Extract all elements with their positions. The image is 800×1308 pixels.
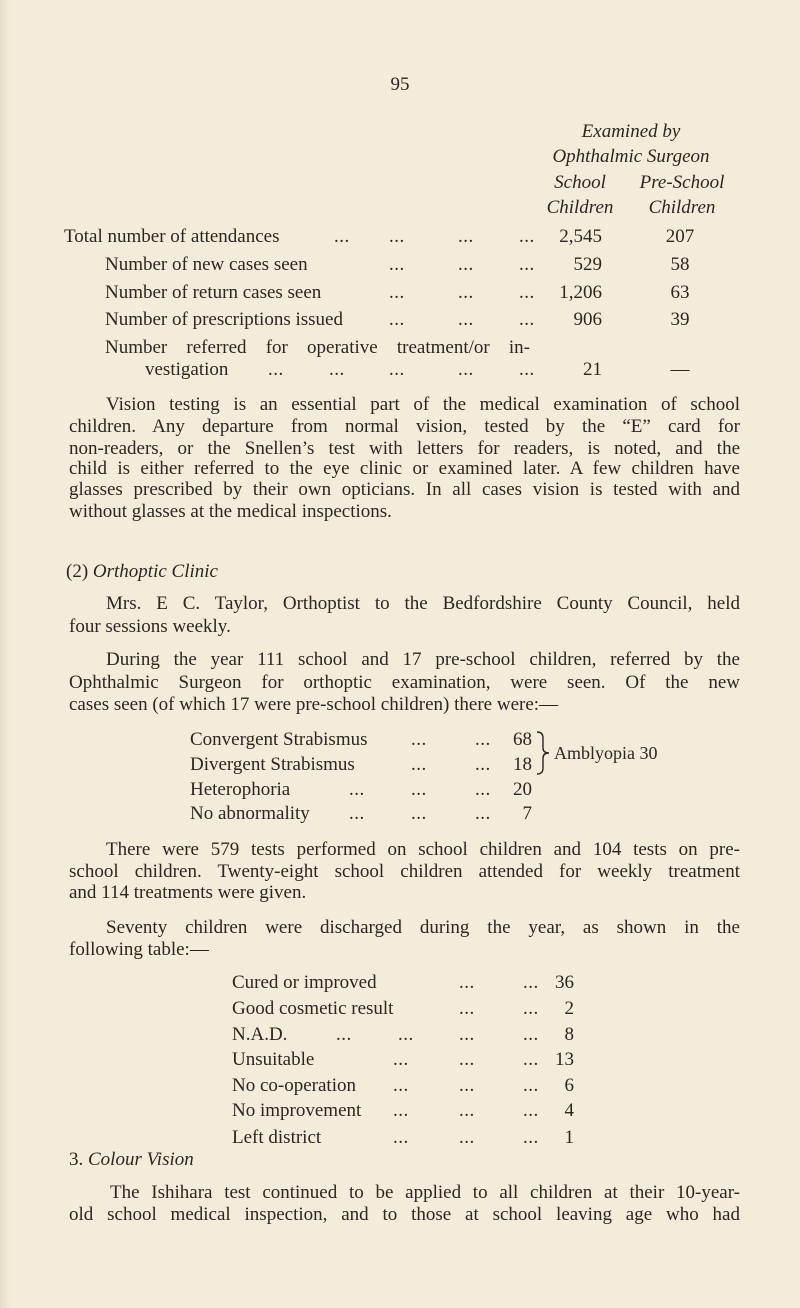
dot-leader: ...	[268, 359, 284, 380]
column-group-heading: Examined by	[581, 121, 681, 142]
row-value: 8	[564, 1024, 574, 1045]
page-edge-shadow	[0, 0, 10, 1308]
dot-leader: ...	[523, 998, 539, 1019]
dot-leader: ...	[411, 803, 427, 824]
text-line: There were 579 tests performed on school children and 104 tests on pre-	[106, 839, 740, 860]
dot-leader: ...	[349, 779, 365, 800]
brace-icon	[535, 730, 553, 776]
case-label: No abnormality	[190, 803, 310, 824]
dot-leader: ...	[389, 254, 405, 275]
column-subgroup-heading: Ophthalmic Surgeon	[552, 146, 710, 167]
dot-leader: ...	[523, 1024, 539, 1045]
school-value: 1,206	[559, 282, 602, 303]
dot-leader: ...	[523, 972, 539, 993]
column-header-school: School	[554, 172, 606, 193]
dot-leader: ...	[398, 1024, 414, 1045]
dot-leader: ...	[393, 1127, 409, 1148]
text-line: following table:—	[69, 939, 209, 960]
section-heading-orthoptic-clinic	[66, 561, 218, 583]
school-value: 906	[573, 309, 602, 330]
school-value: 2,545	[559, 226, 602, 247]
dot-leader: ...	[475, 803, 491, 824]
case-value: 68	[513, 729, 532, 750]
text-line: Mrs. E C. Taylor, Orthoptist to the Bedfordshire County Council, held	[106, 593, 740, 614]
school-value: 529	[573, 254, 602, 275]
preschool-value: 63	[670, 282, 690, 303]
dot-leader: ...	[523, 1127, 539, 1148]
dot-leader: ...	[475, 779, 491, 800]
dot-leader: ...	[411, 754, 427, 775]
dot-leader: ...	[458, 254, 474, 275]
dot-leader: ...	[458, 359, 474, 380]
row-value: 36	[555, 972, 574, 993]
case-label: Heterophoria	[190, 779, 291, 800]
preschool-value: 58	[670, 254, 690, 275]
text-line: During the year 111 school and 17 pre-school children, referred by the	[106, 649, 740, 670]
dot-leader: ...	[393, 1100, 409, 1121]
row-label: N.A.D.	[232, 1024, 288, 1045]
dot-leader: ...	[393, 1075, 409, 1096]
text-line: and 114 treatments were given.	[69, 882, 307, 903]
column-header-preschool: Pre-School	[639, 172, 725, 193]
dot-leader: ...	[459, 1100, 475, 1121]
dot-leader: ...	[336, 1024, 352, 1045]
dot-leader: ...	[411, 779, 427, 800]
row-label: Number of prescriptions issued	[105, 309, 343, 330]
row-label: No improvement	[232, 1100, 362, 1121]
dot-leader: ...	[349, 803, 365, 824]
text-line: old school medical inspection, and to those at school leaving age who had	[69, 1204, 740, 1225]
preschool-value: 39	[670, 309, 690, 330]
row-value: 1	[564, 1127, 574, 1148]
page-number: 95	[390, 74, 410, 95]
text-line: non-readers, or the Snellen’s test with letters for readers, is noted, and the	[69, 438, 740, 459]
row-label: Cured or improved	[232, 972, 377, 993]
text-line: Seventy children were discharged during the year, as shown in the	[106, 917, 740, 938]
dot-leader: ...	[458, 226, 474, 247]
text-line: children. Any departure from normal vision, tested by the “E” card for	[69, 416, 740, 437]
dot-leader: ...	[459, 1075, 475, 1096]
section-title: Orthoptic Clinic	[92, 561, 218, 582]
row-value: 13	[555, 1049, 574, 1070]
section-heading-colour-vision	[69, 1149, 194, 1171]
case-value: 18	[513, 754, 532, 775]
dot-leader: ...	[411, 729, 427, 750]
dot-leader: ...	[459, 972, 475, 993]
row-label: Number referred for operative treatment/or in-	[105, 337, 530, 358]
text-line: school children. Twenty-eight school children attended for weekly treatment	[69, 861, 740, 882]
dot-leader: ...	[458, 282, 474, 303]
dot-leader: ...	[459, 1127, 475, 1148]
case-value: 20	[513, 779, 532, 800]
section-title: Colour Vision	[88, 1149, 194, 1170]
row-label: Unsuitable	[232, 1049, 315, 1070]
dot-leader: ...	[389, 226, 405, 247]
row-label-continued: vestigation	[145, 359, 229, 380]
amblyopia-note: Amblyopia 30	[554, 743, 658, 763]
text-line: Vision testing is an essential part of the medical examination of school	[106, 394, 740, 415]
section-number: 3.	[69, 1149, 84, 1170]
text-line: cases seen (of which 17 were pre-school children) there were:—	[69, 694, 559, 715]
dot-leader: ...	[519, 359, 535, 380]
row-label: No co-operation	[232, 1075, 356, 1096]
dot-leader: ...	[475, 729, 491, 750]
dot-leader: ...	[329, 359, 345, 380]
text-line: glasses prescribed by their own opticians. In all cases vision is tested with and	[69, 479, 740, 500]
dot-leader: ...	[334, 226, 350, 247]
dot-leader: ...	[523, 1100, 539, 1121]
row-label: Total number of attendances	[64, 226, 280, 247]
dot-leader: ...	[475, 754, 491, 775]
dot-leader: ...	[389, 282, 405, 303]
case-value: 7	[522, 803, 532, 824]
dot-leader: ...	[523, 1075, 539, 1096]
text-line: Ophthalmic Surgeon for orthoptic examination, were seen. Of the new	[69, 672, 740, 693]
section-number: (2)	[66, 561, 89, 582]
case-label: Convergent Strabismus	[190, 729, 368, 750]
dot-leader: ...	[519, 282, 535, 303]
row-label: Good cosmetic result	[232, 998, 394, 1019]
dot-leader: ...	[519, 226, 535, 247]
case-label: Divergent Strabismus	[190, 754, 355, 775]
school-value: 21	[583, 359, 602, 380]
dot-leader: ...	[389, 359, 405, 380]
dot-leader: ...	[459, 1024, 475, 1045]
dot-leader: ...	[459, 1049, 475, 1070]
row-value: 2	[564, 998, 574, 1019]
column-header-preschool-line2: Children	[648, 197, 716, 218]
row-label: Left district	[232, 1127, 322, 1148]
dot-leader: ...	[389, 309, 405, 330]
row-label: Number of return cases seen	[105, 282, 322, 303]
dot-leader: ...	[519, 254, 535, 275]
row-value: 4	[564, 1100, 574, 1121]
column-header-school-line2: Children	[546, 197, 614, 218]
preschool-value: 207	[665, 226, 695, 247]
row-value: 6	[564, 1075, 574, 1096]
dot-leader: ...	[519, 309, 535, 330]
text-line: child is either referred to the eye clinic or examined later. A few children have	[69, 458, 740, 479]
dot-leader: ...	[523, 1049, 539, 1070]
text-line: four sessions weekly.	[69, 616, 231, 637]
text-line: The Ishihara test continued to be applied to all children at their 10-year-	[110, 1182, 740, 1203]
row-label: Number of new cases seen	[105, 254, 308, 275]
dot-leader: ...	[458, 309, 474, 330]
dot-leader: ...	[393, 1049, 409, 1070]
preschool-value: —	[670, 359, 690, 380]
text-line: without glasses at the medical inspections.	[69, 501, 392, 522]
dot-leader: ...	[459, 998, 475, 1019]
